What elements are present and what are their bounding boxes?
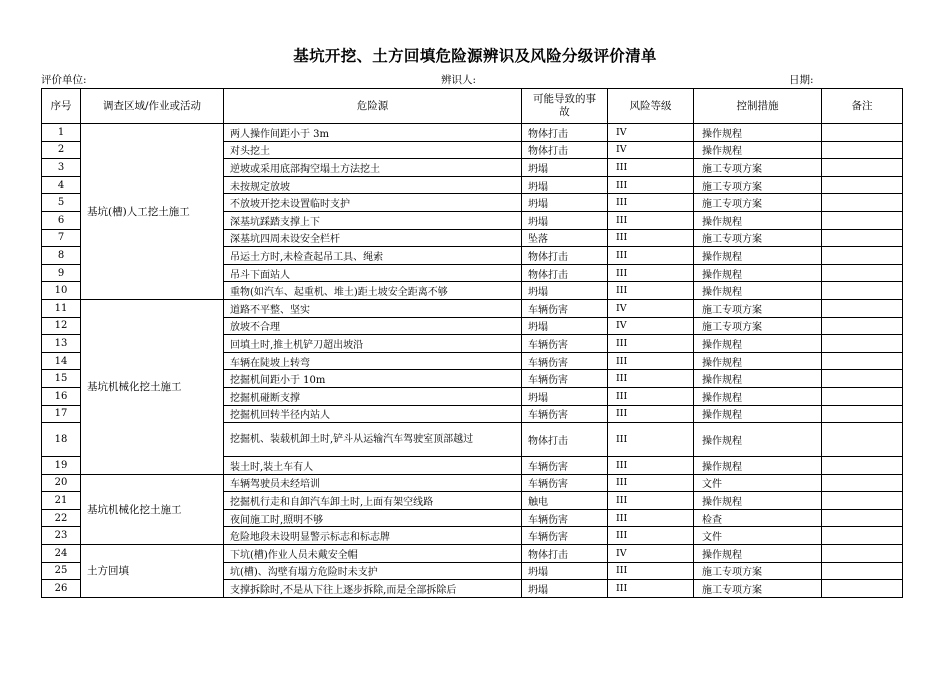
remark-cell	[822, 299, 903, 317]
risk-level-cell: III	[608, 474, 694, 492]
row-number: 24	[42, 545, 81, 563]
remark-cell	[822, 194, 903, 212]
header-control-measure: 控制措施	[694, 89, 822, 124]
hazard-cell: 下坑(槽)作业人员未戴安全帽	[224, 545, 522, 563]
table-row	[42, 474, 903, 492]
control-measure-cell: 施工专项方案	[694, 580, 822, 598]
risk-level-cell: III	[608, 335, 694, 353]
control-measure-cell: 施工专项方案	[694, 562, 822, 580]
remark-cell	[822, 492, 903, 510]
risk-level-cell: III	[608, 527, 694, 545]
risk-level-cell: IV	[608, 299, 694, 317]
table-row	[42, 299, 903, 317]
risk-level-cell: III	[608, 229, 694, 247]
control-measure-cell: 操作规程	[694, 352, 822, 370]
hazard-cell: 对头挖土	[224, 141, 522, 159]
remark-cell	[822, 352, 903, 370]
remark-cell	[822, 229, 903, 247]
remark-cell	[822, 423, 903, 457]
remark-cell	[822, 141, 903, 159]
accident-cell: 车辆伤害	[522, 527, 608, 545]
hazard-cell: 挖掘机行走和自卸汽车卸土时,上面有架空线路	[224, 492, 522, 510]
accident-cell: 坍塌	[522, 317, 608, 335]
risk-level-cell: III	[608, 211, 694, 229]
control-measure-cell: 操作规程	[694, 492, 822, 510]
control-measure-cell: 施工专项方案	[694, 229, 822, 247]
control-measure-cell: 施工专项方案	[694, 299, 822, 317]
hazard-cell: 车辆驾驶员未经培训	[224, 474, 522, 492]
remark-cell	[822, 405, 903, 423]
accident-cell: 坍塌	[522, 282, 608, 300]
control-measure-cell: 操作规程	[694, 141, 822, 159]
row-number: 8	[42, 247, 81, 265]
risk-level-cell: III	[608, 387, 694, 405]
row-number: 1	[42, 124, 81, 142]
row-number: 10	[42, 282, 81, 300]
risk-level-cell: III	[608, 509, 694, 527]
hazard-cell: 吊运土方时,未检查起吊工具、绳索	[224, 247, 522, 265]
control-measure-cell: 操作规程	[694, 247, 822, 265]
accident-cell: 坍塌	[522, 194, 608, 212]
area-cell: 土方回填	[81, 545, 224, 598]
row-number: 5	[42, 194, 81, 212]
risk-level-cell: IV	[608, 124, 694, 142]
accident-cell: 触电	[522, 492, 608, 510]
control-measure-cell: 操作规程	[694, 124, 822, 142]
control-measure-cell: 文件	[694, 474, 822, 492]
accident-cell: 物体打击	[522, 247, 608, 265]
accident-cell: 车辆伤害	[522, 457, 608, 475]
control-measure-cell: 操作规程	[694, 335, 822, 353]
hazard-cell: 挖掘机回转半径内站人	[224, 405, 522, 423]
area-cell: 基坑(槽)人工挖土施工	[81, 124, 224, 300]
row-number: 7	[42, 229, 81, 247]
hazard-cell: 回填土时,推土机铲刀超出坡沿	[224, 335, 522, 353]
accident-cell: 坍塌	[522, 176, 608, 194]
accident-cell: 坍塌	[522, 562, 608, 580]
row-number: 15	[42, 370, 81, 388]
control-measure-cell: 操作规程	[694, 211, 822, 229]
hazard-cell: 不放坡开挖未设置临时支护	[224, 194, 522, 212]
remark-cell	[822, 370, 903, 388]
accident-cell: 物体打击	[522, 545, 608, 563]
hazard-cell: 支撑拆除时,不是从下往上逐步拆除,而是全部拆除后	[224, 580, 522, 598]
remark-cell	[822, 317, 903, 335]
control-measure-cell: 施工专项方案	[694, 159, 822, 177]
header-remark: 备注	[822, 89, 903, 124]
accident-cell: 车辆伤害	[522, 509, 608, 527]
control-measure-cell: 文件	[694, 527, 822, 545]
accident-cell: 坍塌	[522, 387, 608, 405]
risk-level-cell: III	[608, 580, 694, 598]
control-measure-cell: 施工专项方案	[694, 317, 822, 335]
row-number: 6	[42, 211, 81, 229]
row-number: 18	[42, 423, 81, 457]
accident-cell: 坍塌	[522, 211, 608, 229]
row-number: 22	[42, 509, 81, 527]
control-measure-cell: 操作规程	[694, 545, 822, 563]
control-measure-cell: 施工专项方案	[694, 194, 822, 212]
hazard-cell: 挖掘机、装载机卸土时,铲斗从运输汽车驾驶室顶部越过	[224, 423, 522, 457]
risk-level-cell: IV	[608, 317, 694, 335]
hazard-cell: 装土时,装土车有人	[224, 457, 522, 475]
risk-level-cell: III	[608, 423, 694, 457]
evaluation-unit-label: 评价单位:	[41, 74, 87, 86]
date-label: 日期:	[789, 74, 814, 86]
accident-cell: 车辆伤害	[522, 405, 608, 423]
area-cell: 基坑机械化挖土施工	[81, 299, 224, 474]
control-measure-cell: 操作规程	[694, 387, 822, 405]
remark-cell	[822, 387, 903, 405]
row-number: 21	[42, 492, 81, 510]
row-number: 26	[42, 580, 81, 598]
risk-level-cell: III	[608, 405, 694, 423]
row-number: 16	[42, 387, 81, 405]
accident-cell: 车辆伤害	[522, 474, 608, 492]
row-number: 14	[42, 352, 81, 370]
remark-cell	[822, 457, 903, 475]
remark-cell	[822, 580, 903, 598]
remark-cell	[822, 159, 903, 177]
hazard-cell: 两人操作间距小于 3m	[224, 124, 522, 142]
hazard-cell: 夜间施工时,照明不够	[224, 509, 522, 527]
row-number: 25	[42, 562, 81, 580]
row-number: 19	[42, 457, 81, 475]
risk-level-cell: III	[608, 176, 694, 194]
remark-cell	[822, 282, 903, 300]
remark-cell	[822, 474, 903, 492]
hazard-cell: 吊斗下面站人	[224, 264, 522, 282]
accident-cell: 坍塌	[522, 580, 608, 598]
risk-level-cell: III	[608, 247, 694, 265]
hazard-cell: 深基坑踩踏支撑上下	[224, 211, 522, 229]
control-measure-cell: 操作规程	[694, 282, 822, 300]
remark-cell	[822, 509, 903, 527]
accident-cell: 车辆伤害	[522, 370, 608, 388]
risk-level-cell: III	[608, 457, 694, 475]
row-number: 23	[42, 527, 81, 545]
table-body	[42, 124, 903, 598]
control-measure-cell: 操作规程	[694, 370, 822, 388]
remark-cell	[822, 124, 903, 142]
risk-level-cell: IV	[608, 545, 694, 563]
row-number: 3	[42, 159, 81, 177]
remark-cell	[822, 176, 903, 194]
row-number: 4	[42, 176, 81, 194]
table-header-row	[42, 89, 903, 124]
accident-cell: 坍塌	[522, 159, 608, 177]
risk-level-cell: III	[608, 159, 694, 177]
accident-cell: 物体打击	[522, 264, 608, 282]
remark-cell	[822, 247, 903, 265]
area-cell: 基坑机械化挖土施工	[81, 474, 224, 544]
remark-cell	[822, 264, 903, 282]
row-number: 20	[42, 474, 81, 492]
control-measure-cell: 操作规程	[694, 405, 822, 423]
hazard-cell: 放坡不合理	[224, 317, 522, 335]
control-measure-cell: 操作规程	[694, 423, 822, 457]
hazard-cell: 深基坑四周未设安全栏杆	[224, 229, 522, 247]
risk-level-cell: III	[608, 370, 694, 388]
header-accident: 可能导致的事故	[522, 89, 608, 124]
hazard-cell: 道路不平整、坚实	[224, 299, 522, 317]
header-hazard: 危险源	[224, 89, 522, 124]
risk-level-cell: III	[608, 562, 694, 580]
identifier-label: 辨识人:	[441, 74, 477, 86]
accident-cell: 车辆伤害	[522, 335, 608, 353]
accident-cell: 物体打击	[522, 423, 608, 457]
table-row	[42, 545, 903, 563]
row-number: 2	[42, 141, 81, 159]
risk-level-cell: III	[608, 492, 694, 510]
accident-cell: 车辆伤害	[522, 352, 608, 370]
risk-level-cell: III	[608, 264, 694, 282]
accident-cell: 物体打击	[522, 141, 608, 159]
hazard-cell: 坑(槽)、沟壁有塌方危险时未支护	[224, 562, 522, 580]
header-no: 序号	[42, 89, 81, 124]
control-measure-cell: 操作规程	[694, 264, 822, 282]
hazard-cell: 车辆在陡坡上转弯	[224, 352, 522, 370]
page-title: 基坑开挖、土方回填危险源辨识及风险分级评价清单	[293, 46, 657, 65]
control-measure-cell: 操作规程	[694, 457, 822, 475]
control-measure-cell: 检查	[694, 509, 822, 527]
control-measure-cell: 施工专项方案	[694, 176, 822, 194]
remark-cell	[822, 527, 903, 545]
risk-level-cell: III	[608, 352, 694, 370]
header-area: 调查区域/作业或活动	[81, 89, 224, 124]
table-row	[42, 124, 903, 142]
row-number: 13	[42, 335, 81, 353]
risk-level-cell: III	[608, 194, 694, 212]
remark-cell	[822, 545, 903, 563]
row-number: 12	[42, 317, 81, 335]
accident-cell: 车辆伤害	[522, 299, 608, 317]
row-number: 17	[42, 405, 81, 423]
risk-level-cell: IV	[608, 141, 694, 159]
hazard-cell: 挖掘机碰断支撑	[224, 387, 522, 405]
remark-cell	[822, 335, 903, 353]
hazard-cell: 逆坡或采用底部掏空塌土方法挖土	[224, 159, 522, 177]
hazard-table	[41, 88, 903, 598]
risk-level-cell: III	[608, 282, 694, 300]
header-risk-level: 风险等级	[608, 89, 694, 124]
hazard-cell: 挖掘机间距小于 10m	[224, 370, 522, 388]
remark-cell	[822, 211, 903, 229]
hazard-cell: 重物(如汽车、起重机、堆土)距土坡安全距离不够	[224, 282, 522, 300]
row-number: 9	[42, 264, 81, 282]
accident-cell: 物体打击	[522, 124, 608, 142]
remark-cell	[822, 562, 903, 580]
hazard-cell: 未按规定放坡	[224, 176, 522, 194]
hazard-cell: 危险地段未设明显警示标志和标志牌	[224, 527, 522, 545]
row-number: 11	[42, 299, 81, 317]
accident-cell: 坠落	[522, 229, 608, 247]
